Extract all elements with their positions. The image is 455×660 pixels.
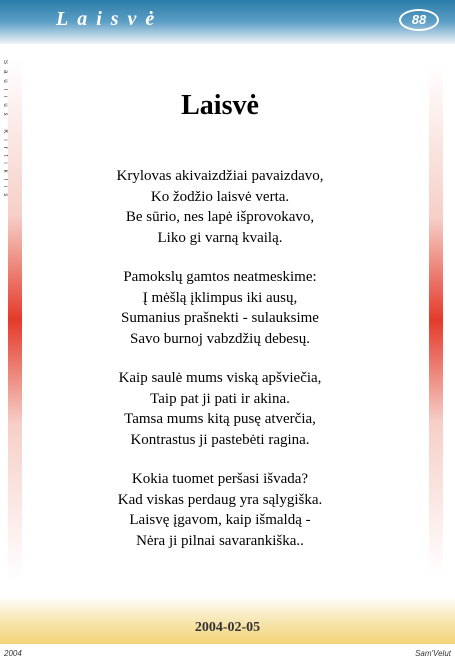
bottom-right-signature: Sam'Velut bbox=[415, 649, 451, 658]
poem-line: Tamsa mums kitą pusę atverčia, bbox=[124, 411, 316, 427]
poem-line: Kokia tuomet peršasi išvada? bbox=[131, 471, 309, 487]
poem-line: Į mėšlą įklimpus iki ausų, bbox=[142, 289, 298, 306]
poem-line: Taip pat ji pati ir akina. bbox=[150, 390, 290, 407]
poem-title: Laisvė bbox=[181, 90, 259, 121]
poem-line: Kontrastus ji pastebėti ragina. bbox=[130, 431, 310, 448]
poem-line: Liko gi varną kvailą. bbox=[157, 229, 283, 246]
poem-line: Pamokslų gamtos neatmeskime: bbox=[123, 269, 317, 285]
poem-line: Be sūrio, nes lapė išprovokavo, bbox=[125, 209, 315, 225]
header-bar bbox=[0, 0, 455, 44]
poem-line: Ko žodžio laisvė verta. bbox=[150, 188, 290, 205]
right-decorative-strip bbox=[429, 64, 443, 576]
side-vertical-text: Saulius Kirtiklis bbox=[2, 60, 8, 203]
poem-line: Kaip saulė mums viską apšviečia, bbox=[118, 370, 322, 386]
poem-line: Kad viskas perdaug yra sąlygiška. bbox=[117, 491, 323, 508]
left-decorative-strip bbox=[8, 60, 22, 580]
poem-content bbox=[40, 60, 400, 600]
bottom-left-year: 2004 bbox=[4, 649, 22, 658]
poem-line: Nėra ji pilnai savarankiška.. bbox=[136, 532, 304, 549]
logo: 88 bbox=[399, 9, 439, 31]
poem-line: Krylovas akivaizdžiai pavaizdavo, bbox=[116, 168, 324, 184]
header-title: Laisvė bbox=[56, 8, 164, 30]
poem-line: Laisvę įgavom, kaip išmaldą - bbox=[129, 512, 311, 528]
stanza bbox=[40, 469, 400, 551]
stanza bbox=[40, 166, 400, 248]
poem-date: 2004-02-05 bbox=[194, 620, 261, 635]
poem-stanzas bbox=[40, 166, 400, 570]
footer-bar bbox=[0, 596, 455, 644]
poem-line: Sumanius prašnekti - sulauksime bbox=[121, 310, 319, 326]
stanza bbox=[40, 267, 400, 349]
poem-line: Savo burnoj vabzdžių debesų. bbox=[130, 330, 310, 347]
stanza bbox=[40, 368, 400, 450]
